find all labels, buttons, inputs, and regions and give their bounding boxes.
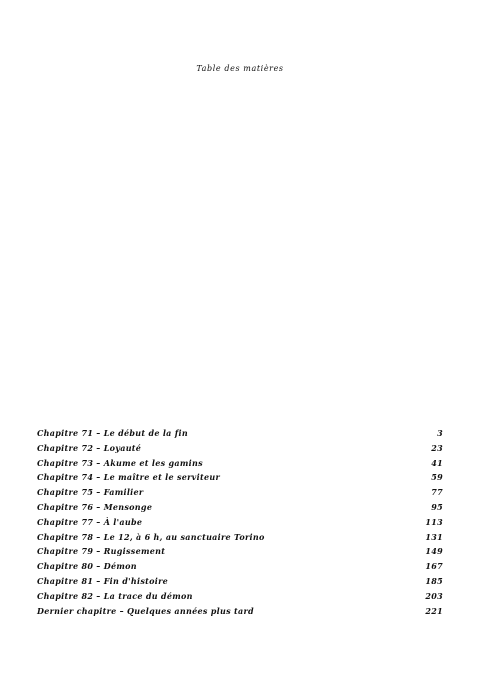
toc-separator: – bbox=[93, 501, 104, 512]
toc-entry bbox=[37, 472, 443, 487]
toc-page-number: 149 bbox=[425, 546, 443, 557]
toc-chapter-title: La trace du démon bbox=[103, 590, 193, 601]
toc-separator: – bbox=[93, 442, 104, 453]
toc-entry bbox=[37, 606, 443, 621]
toc-chapter-title: Quelques années plus tard bbox=[126, 605, 254, 616]
toc-page-number: 113 bbox=[425, 516, 443, 527]
toc-page-number: 95 bbox=[431, 501, 443, 512]
toc-entry bbox=[37, 517, 443, 532]
toc-entry bbox=[37, 458, 443, 473]
toc-chapter-number: Chapitre 72 bbox=[37, 442, 94, 453]
toc-chapter-number: Chapitre 74 bbox=[37, 472, 94, 483]
toc-chapter-title: Rugissement bbox=[103, 546, 166, 557]
toc-chapter-number: Dernier chapitre bbox=[37, 605, 117, 616]
toc-separator: – bbox=[93, 487, 104, 498]
toc-page-number: 185 bbox=[425, 575, 443, 586]
toc-page-number: 203 bbox=[425, 590, 443, 601]
toc-entry bbox=[37, 546, 443, 561]
toc-chapter-number: Chapitre 76 bbox=[37, 501, 94, 512]
toc-separator: – bbox=[93, 516, 104, 527]
toc-chapter-title: Le maître et le serviteur bbox=[103, 472, 220, 483]
toc-chapter-title: Le début de la fin bbox=[103, 428, 188, 438]
toc-page-number: 3 bbox=[437, 428, 443, 438]
toc-chapter-number: Chapitre 73 bbox=[37, 457, 94, 468]
toc-chapter-number: Chapitre 71 bbox=[37, 428, 94, 438]
toc-entry bbox=[37, 428, 443, 443]
toc-separator: – bbox=[93, 531, 104, 542]
toc-entry bbox=[37, 576, 443, 591]
toc-separator: – bbox=[93, 561, 104, 572]
toc-entry bbox=[37, 591, 443, 606]
toc-separator: – bbox=[93, 428, 104, 438]
toc-entry bbox=[37, 532, 443, 547]
toc-chapter-title: Loyauté bbox=[103, 442, 142, 453]
toc-page-number: 167 bbox=[425, 561, 443, 572]
toc-entry bbox=[37, 502, 443, 517]
toc-chapter-title: Démon bbox=[103, 561, 137, 572]
toc-page-number: 41 bbox=[431, 457, 443, 468]
toc-chapter-title: Le 12, à 6 h, au sanctuaire Torino bbox=[103, 531, 265, 542]
table-of-contents bbox=[37, 428, 443, 620]
toc-separator: – bbox=[93, 575, 104, 586]
toc-entry bbox=[37, 561, 443, 576]
toc-chapter-title: Akume et les gamins bbox=[103, 457, 203, 468]
toc-entry bbox=[37, 487, 443, 502]
toc-separator: – bbox=[116, 605, 127, 616]
toc-chapter-number: Chapitre 77 bbox=[37, 516, 94, 527]
toc-separator: – bbox=[93, 546, 104, 557]
toc-chapter-number: Chapitre 80 bbox=[37, 561, 94, 572]
toc-page-number: 131 bbox=[425, 531, 443, 542]
toc-separator: – bbox=[93, 590, 104, 601]
toc-page-number: 23 bbox=[431, 442, 443, 453]
toc-chapter-number: Chapitre 82 bbox=[37, 590, 94, 601]
toc-chapter-title: Familier bbox=[103, 487, 144, 498]
toc-chapter-title: Fin d'histoire bbox=[103, 575, 169, 586]
toc-separator: – bbox=[93, 472, 104, 483]
toc-chapter-title: À l'aube bbox=[103, 516, 143, 527]
toc-chapter-title: Mensonge bbox=[103, 501, 153, 512]
page-title: Table des matières bbox=[196, 64, 284, 73]
toc-chapter-number: Chapitre 75 bbox=[37, 487, 94, 498]
toc-chapter-number: Chapitre 81 bbox=[37, 575, 94, 586]
toc-page-number: 59 bbox=[431, 472, 443, 483]
toc-page-number: 77 bbox=[431, 487, 443, 498]
toc-entry bbox=[37, 443, 443, 458]
toc-chapter-number: Chapitre 79 bbox=[37, 546, 94, 557]
toc-separator: – bbox=[93, 457, 104, 468]
toc-chapter-number: Chapitre 78 bbox=[37, 531, 94, 542]
toc-page-number: 221 bbox=[425, 605, 443, 616]
